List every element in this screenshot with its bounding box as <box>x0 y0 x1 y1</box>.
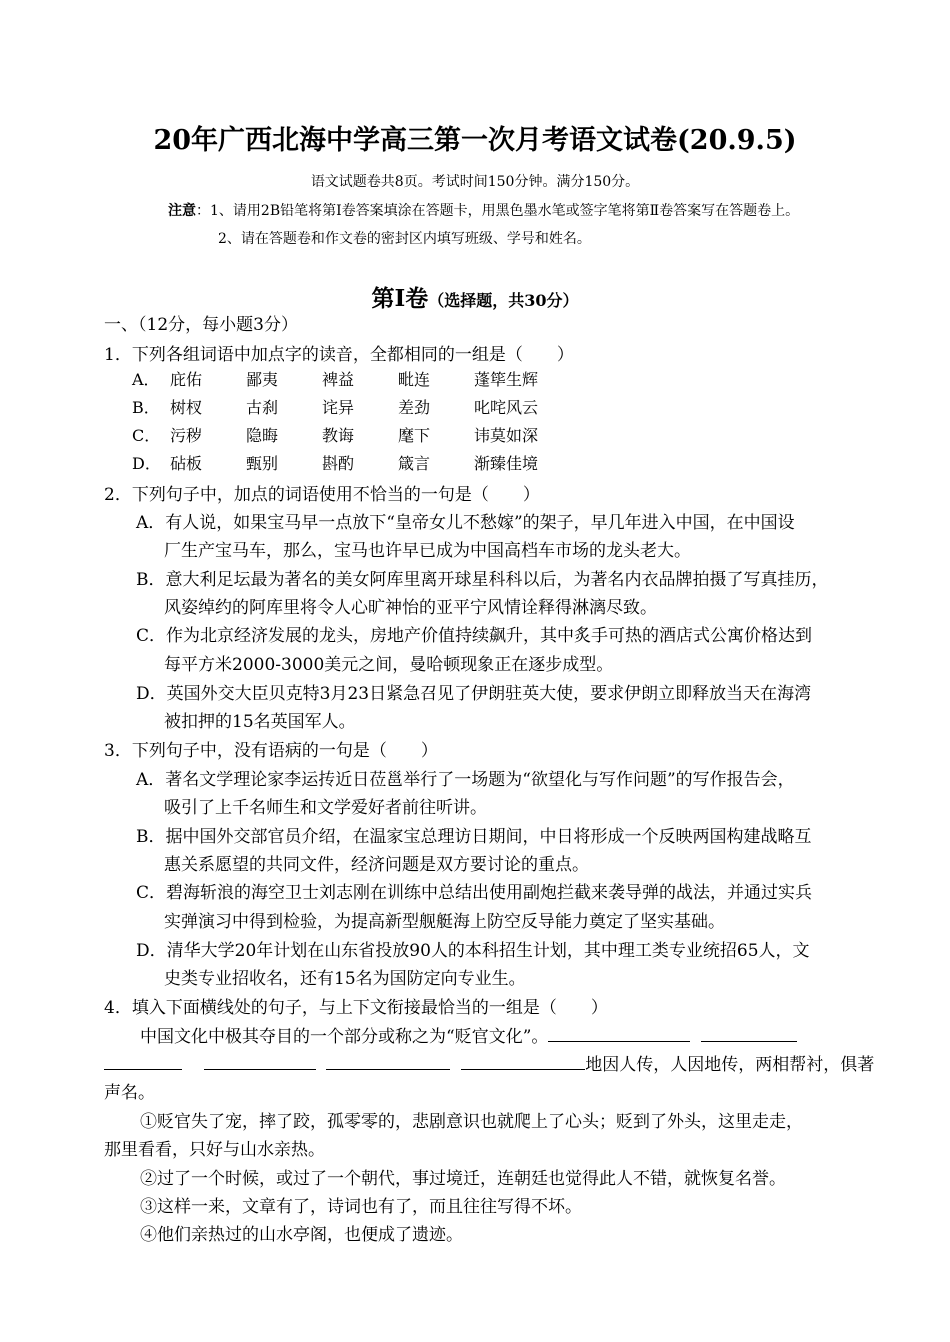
blank-6 <box>461 1055 585 1070</box>
q3-option-b-line1: B．据中国外交部官员介绍，在温家宝总理访日期间，中日将形成一个反映两国构建战略互 <box>136 827 812 847</box>
q4-sentence-3: ③这样一来，文章有了，诗词也有了，而且往往写得不坏。 <box>140 1197 582 1217</box>
q4-stem: 4．填入下面横线处的句子，与上下文衔接最恰当的一组是（ ） <box>104 998 608 1018</box>
blank-2 <box>701 1027 797 1042</box>
q2-stem: 2．下列句子中，加点的词语使用不恰当的一句是（ ） <box>104 485 540 505</box>
notice-line-1 <box>168 200 799 220</box>
q2-option-a-line2: 厂生产宝马车，那么，宝马也许早已成为中国高档车市场的龙头老大。 <box>164 541 691 561</box>
q4-lead <box>140 1022 797 1047</box>
word: 树杈 <box>170 398 203 417</box>
q1-option-a <box>132 367 538 390</box>
q1-option-b <box>132 395 538 418</box>
q4-tail: 地因人传，人因地传，两相帮衬，俱著 <box>585 1055 875 1075</box>
exam-subtitle: 语文试题卷共8页。考试时间150分钟。满分150分。 <box>310 174 640 190</box>
word: 砧板 <box>170 454 203 473</box>
word: 麾下 <box>398 426 431 445</box>
q1-option-c <box>132 423 538 446</box>
q2-option-b-line2: 风姿绰约的阿库里将令人心旷神怡的亚平宁风情诠释得淋漓尽致。 <box>164 598 657 618</box>
word: 叱咤风云 <box>474 398 539 417</box>
notice-item-2: 2、请在答题卷和作文卷的密封区内填写班级、学号和姓名。 <box>218 231 591 247</box>
q3-option-c-line1: C．碧海斩浪的海空卫士刘志刚在训练中总结出使用副炮拦截来袭导弹的战法，并通过实兵 <box>136 883 813 903</box>
notice-label: 注意 <box>168 203 196 219</box>
word: 庇佑 <box>170 370 203 389</box>
section-main: 第Ⅰ卷 <box>371 285 429 312</box>
notice-item-1: ：1、请用2B铅笔将第Ⅰ卷答案填涂在答题卡，用黑色墨水笔或签字笔将第Ⅱ卷答案写在答题卷上。 <box>196 203 800 219</box>
q2-option-c-line2: 每平方米2000-3000美元之间，曼哈顿现象正在逐步成型。 <box>164 655 614 675</box>
option-label: B． <box>132 398 160 417</box>
q2-option-d-line1: D．英国外交大臣贝克特3月23日紧急召见了伊朗驻英大使，要求伊朗立即释放当天在海湾 <box>136 684 812 704</box>
q2-option-b-line1: B．意大利足坛最为著名的美女阿库里离开球星科科以后，为著名内衣品牌拍摄了写真挂历， <box>136 570 829 590</box>
word: 斟酌 <box>322 454 355 473</box>
q4-sentence-4: ④他们亲热过的山水亭阁，也便成了遗迹。 <box>140 1225 463 1245</box>
q2-option-a-line1: A．有人说，如果宝马早一点放下“皇帝女儿不愁嫁”的架子，早几年进入中国，在中国设 <box>136 513 795 533</box>
word: 隐晦 <box>246 426 279 445</box>
word: 箴言 <box>398 454 431 473</box>
blank-1 <box>548 1027 690 1042</box>
word: 鄙夷 <box>246 370 279 389</box>
word: 污秽 <box>170 426 203 445</box>
q4-blank-line <box>104 1050 874 1075</box>
word: 渐臻佳境 <box>474 454 539 473</box>
word: 裨益 <box>322 370 355 389</box>
q3-stem: 3．下列句子中，没有语病的一句是（ ） <box>104 741 438 761</box>
part1-header: 一、（12分，每小题3分） <box>104 315 298 335</box>
q4-tail-2: 声名。 <box>104 1083 155 1103</box>
option-label: D． <box>132 454 161 473</box>
q3-option-b-line2: 惠关系愿望的共同文件，经济问题是双方要讨论的重点。 <box>164 855 589 875</box>
option-label: A． <box>132 370 160 389</box>
section-heading <box>0 280 950 313</box>
q4-sentence-1-line1: ①贬官失了宠，摔了跤，孤零零的，悲剧意识也就爬上了心头；贬到了外头，这里走走， <box>140 1112 803 1132</box>
q4-sentence-1-line2: 那里看看，只好与山水亲热。 <box>104 1140 325 1160</box>
q1-stem: 1．下列各组词语中加点字的读音，全都相同的一组是（ ） <box>104 345 574 365</box>
word: 差劲 <box>398 398 431 417</box>
q4-sentence-2: ②过了一个时候，或过了一个朝代，事过境迁，连朝廷也觉得此人不错，就恢复名誉。 <box>140 1169 786 1189</box>
blank-5 <box>326 1055 450 1070</box>
q3-option-d-line1: D．清华大学20年计划在山东省投放90人的本科招生计划，其中理工类专业统招65人，文 <box>136 941 810 961</box>
q3-option-d-line2: 史类专业招收名，还有15名为国防定向专业生。 <box>164 969 526 989</box>
word: 诧异 <box>322 398 355 417</box>
exam-title: 20年广西北海中学高三第一次月考语文试卷(20.9.5) <box>153 125 797 156</box>
q3-option-c-line2: 实弹演习中得到检验，为提高新型舰艇海上防空反导能力奠定了坚实基础。 <box>164 912 725 932</box>
q1-option-d <box>132 451 538 474</box>
word: 甄别 <box>246 454 279 473</box>
q3-option-a-line2: 吸引了上千名师生和文学爱好者前往听讲。 <box>164 798 487 818</box>
q2-option-c-line1: C．作为北京经济发展的龙头，房地产价值持续飙升，其中炙手可热的酒店式公寓价格达到 <box>136 626 813 646</box>
word: 古刹 <box>246 398 279 417</box>
word: 毗连 <box>398 370 431 389</box>
word: 教诲 <box>322 426 355 445</box>
word: 蓬筚生辉 <box>474 370 539 389</box>
q3-option-a-line1: A．著名文学理论家李运抟近日莅邕举行了一场题为“欲望化与写作问题”的写作报告会， <box>136 770 795 790</box>
q2-option-d-line2: 被扣押的15名英国军人。 <box>164 712 356 732</box>
q4-lead-text: 中国文化中极其夺目的一个部分或称之为“贬官文化”。 <box>140 1027 549 1047</box>
blank-4 <box>204 1055 316 1070</box>
word: 讳莫如深 <box>474 426 539 445</box>
section-detail: （选择题，共30分） <box>428 291 579 310</box>
blank-3 <box>104 1055 182 1070</box>
option-label: C． <box>132 426 161 445</box>
